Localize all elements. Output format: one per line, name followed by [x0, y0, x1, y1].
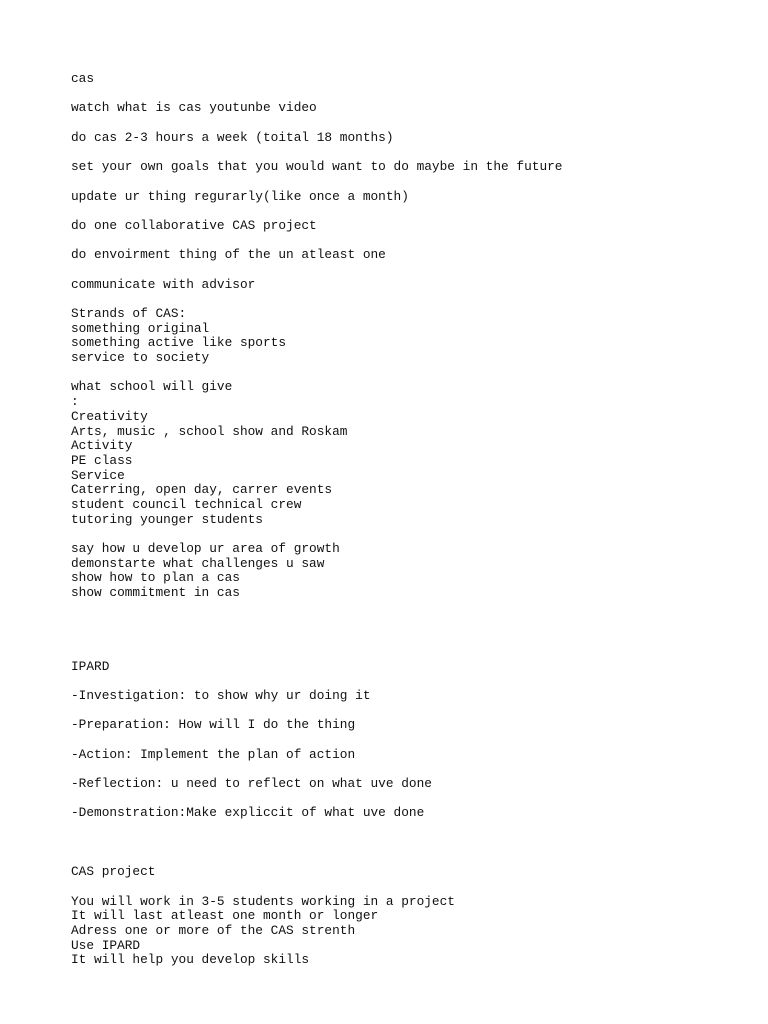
text-line: You will work in 3-5 students working in a project [71, 893, 455, 909]
blank-line [71, 792, 731, 807]
blank-line [71, 880, 731, 895]
blank-line [71, 821, 731, 836]
text-line: IPARD [71, 658, 110, 674]
text-line: It will last atleast one month or longer [71, 908, 379, 924]
blank-line [71, 704, 731, 719]
blank-line [71, 366, 731, 381]
blank-line [71, 601, 731, 616]
blank-line [71, 263, 731, 278]
blank-line [71, 292, 731, 307]
blank-line [71, 836, 731, 851]
text-line: do one collaborative CAS project [71, 217, 317, 233]
text-line: It will help you develop skills [71, 952, 310, 968]
blank-line [71, 145, 731, 160]
blank-line [71, 762, 731, 777]
text-line: Creativity [71, 408, 148, 424]
text-line: update ur thing regurarly(like once a month) [71, 188, 409, 204]
blank-line [71, 234, 731, 249]
text-line: CAS project [71, 864, 156, 880]
blank-line [71, 630, 731, 645]
blank-line [71, 733, 731, 748]
text-line: cas [71, 71, 95, 86]
blank-line [71, 674, 731, 689]
blank-line [71, 87, 731, 102]
text-line: -Action: Implement the plan of action [71, 746, 356, 762]
text-line: Adress one or more of the CAS strenth [71, 922, 356, 938]
text-line: show how to plan a cas [71, 570, 240, 586]
blank-line [71, 527, 731, 542]
text-line: show commitment in cas [71, 585, 240, 601]
text-line: Strands of CAS: [71, 306, 187, 321]
blank-line [71, 116, 731, 131]
blank-line [71, 204, 731, 219]
text-line: PE class [71, 452, 133, 468]
text-line: -Reflection: u need to reflect on what uve done [71, 776, 432, 791]
blank-line [71, 850, 731, 865]
text-line: say how u develop ur area of growth [71, 541, 340, 556]
text-line: Arts, music , school show and Roskam [71, 423, 348, 439]
text-line: something original [71, 320, 210, 336]
text-line: set your own goals that you would want to do maybe in the future [71, 159, 563, 175]
blank-line [71, 175, 731, 190]
text-line: Caterring, open day, carrer events [71, 482, 333, 498]
text-line: Activity [71, 438, 133, 454]
text-line: watch what is cas youtunbe video [71, 100, 317, 116]
text-line: Service [71, 467, 125, 483]
text-line: -Investigation: to show why ur doing it [71, 687, 371, 703]
blank-line [71, 645, 731, 660]
text-line: something active like sports [71, 335, 287, 351]
text-line: demonstarte what challenges u saw [71, 555, 325, 571]
text-line: what school will give [71, 379, 233, 395]
text-line: service to society [71, 350, 210, 366]
text-line: tutoring younger students [71, 511, 263, 527]
text-line: Use IPARD [71, 937, 141, 953]
text-line: communicate with advisor [71, 276, 256, 292]
text-line: -Preparation: How will I do the thing [71, 717, 356, 733]
blank-line [71, 615, 731, 630]
text-line: -Demonstration:Make expliccit of what uve done [71, 805, 425, 821]
text-line: : [71, 394, 79, 410]
text-line: do envoirment thing of the un atleast one [71, 247, 386, 263]
text-line: student council technical crew [71, 496, 302, 512]
document-page [71, 72, 731, 968]
text-line: do cas 2-3 hours a week (toital 18 months) [71, 129, 394, 145]
